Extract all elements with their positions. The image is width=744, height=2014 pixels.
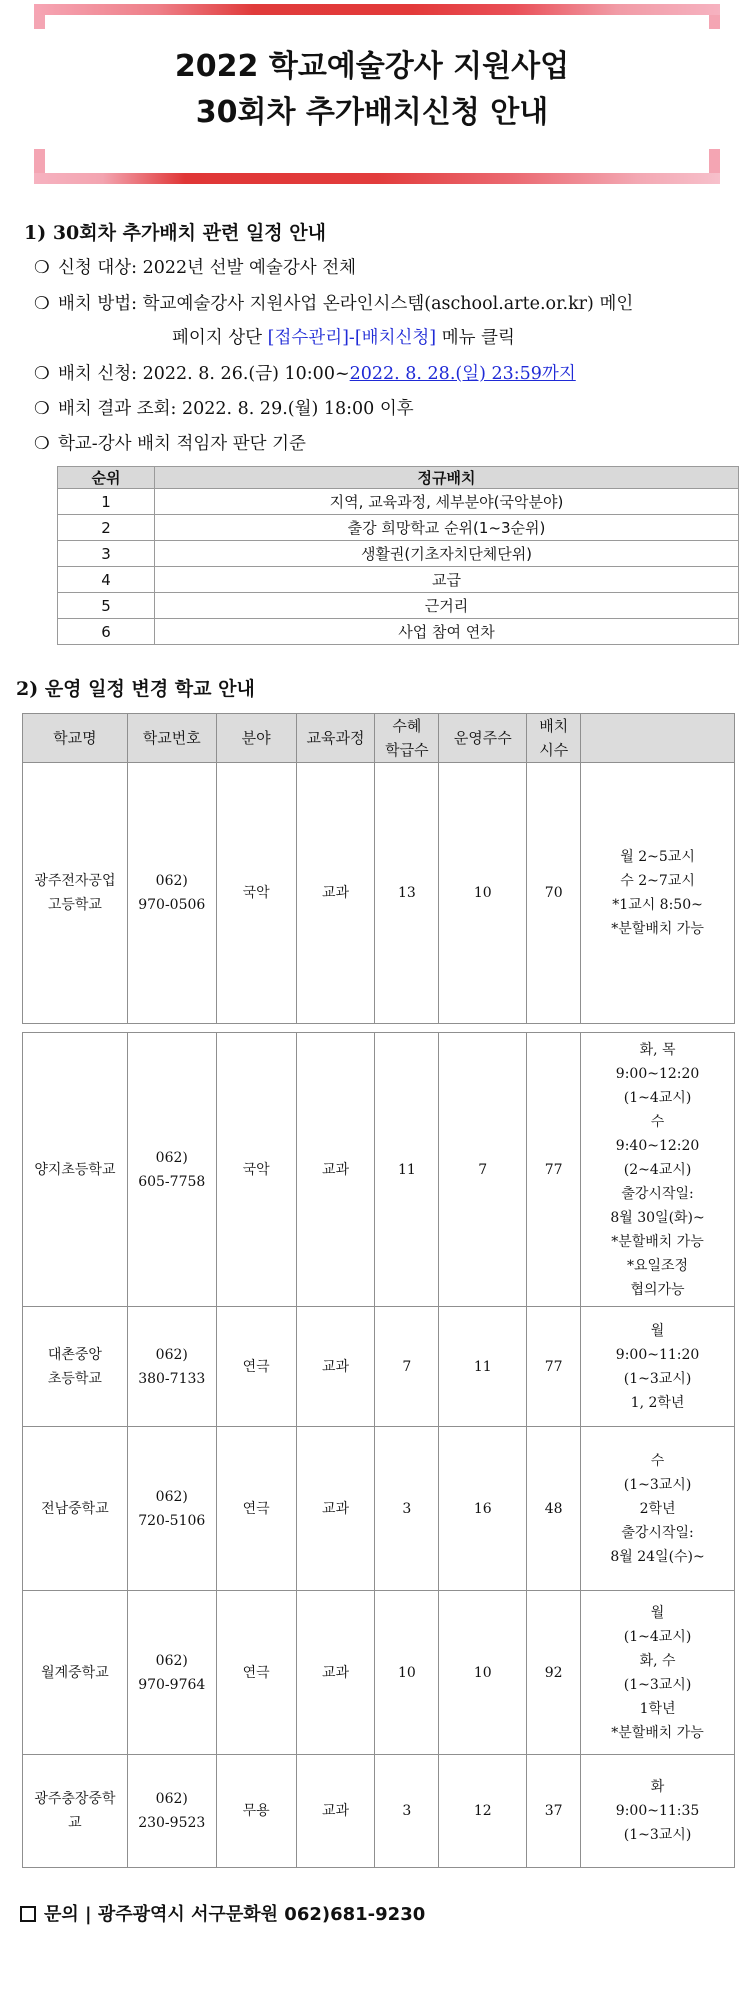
header-cell: 분야	[216, 714, 296, 763]
schedule-table-1	[22, 713, 735, 1024]
header-cell: 교육과정	[296, 714, 375, 763]
section2-heading: 2) 운영 일정 변경 학교 안내	[16, 678, 255, 700]
header-cell: 순위	[58, 467, 155, 489]
table-row: 전남중학교 062) 720-5106 연극 교과 3 16 48 수 (1~3교시) 2학년 출강시작일: 8월 24일(수)~	[23, 1427, 735, 1591]
corner-decor	[34, 15, 45, 29]
checkbox-icon	[20, 1906, 36, 1922]
corner-decor	[709, 149, 720, 173]
schedule-table-2	[22, 1032, 735, 1868]
deadline-link[interactable]: 2022. 8. 28.(일) 23:59까지	[349, 364, 576, 384]
table-row: 3 생활권(기초자치단체단위)	[58, 541, 739, 567]
table-row: 4 교급	[58, 567, 739, 593]
corner-decor	[34, 149, 45, 173]
result-item: ❍ 배치 결과 조회: 2022. 8. 29.(월) 18:00 이후	[34, 399, 414, 419]
title-line-1: 2022 학교예술강사 지원사업	[174, 49, 570, 84]
table-header-row	[58, 467, 739, 489]
top-decor-bar	[34, 4, 720, 15]
bullet-icon: ❍	[34, 434, 50, 454]
table-row: 5 근거리	[58, 593, 739, 619]
bullet-icon: ❍	[34, 294, 50, 314]
header-cell	[581, 714, 735, 763]
header-cell: 수혜 학급수	[375, 714, 439, 763]
table-header-row	[23, 714, 735, 763]
method-item: ❍ 배치 방법: 학교예술강사 지원사업 온라인시스템(aschool.arte.or.kr) 메인	[34, 294, 634, 314]
menu-path: [접수관리]-[배치신청]	[267, 328, 437, 348]
contact-footer	[20, 1900, 425, 1926]
bullet-icon: ❍	[34, 364, 50, 384]
title-line-2: 30회차 추가배치신청 안내	[195, 95, 549, 130]
table-row: 2 출강 희망학교 순위(1~3순위)	[58, 515, 739, 541]
table-row: 대촌중앙 초등학교 062) 380-7133 연극 교과 7 11 77 월 9:00~11:20 (1~3교시) 1, 2학년	[23, 1307, 735, 1427]
target-item: ❍ 신청 대상: 2022년 선발 예술강사 전체	[34, 258, 357, 278]
corner-decor	[709, 15, 720, 29]
method-item-cont: 페이지 상단 [접수관리]-[배치신청] 메뉴 클릭	[172, 328, 515, 348]
table-row: 광주충장중학 교 062) 230-9523 무용 교과 3 12 37 화 9:00~11:35 (1~3교시)	[23, 1755, 735, 1868]
criteria-item: ❍ 학교-강사 배치 적임자 판단 기준	[34, 434, 306, 454]
header-cell: 배치 시수	[527, 714, 581, 763]
bottom-decor-bar	[34, 173, 720, 184]
table-row: 6 사업 참여 연차	[58, 619, 739, 645]
header-cell: 학교번호	[127, 714, 216, 763]
bullet-icon: ❍	[34, 258, 50, 278]
header-cell: 운영주수	[439, 714, 527, 763]
contact-text: 문의 | 광주광역시 서구문화원 062)681-9230	[44, 1904, 426, 1925]
criteria-table	[57, 466, 739, 645]
header-cell: 정규배치	[155, 467, 739, 489]
page-title	[0, 44, 744, 136]
table-row: 월계중학교 062) 970-9764 연극 교과 10 10 92 월 (1~4교시) 화, 수 (1~3교시) 1학년 *분할배치 가능	[23, 1591, 735, 1755]
apply-item: ❍ 배치 신청: 2022. 8. 26.(금) 10:00~2022. 8. 28.(일) 23:59까지	[34, 364, 576, 384]
table-row: 양지초등학교 062) 605-7758 국악 교과 11 7 77 화, 목 9:00~12:20 (1~4교시) 수 9:40~12:20 (2~4교시) 출강시작일: 8월 30일(화)~ *분할배치 가능 *요일조정 협의가능	[23, 1033, 735, 1307]
table-row: 광주전자공업 고등학교 062) 970-0506 국악 교과 13 10 70 월 2~5교시 수 2~7교시 *1교시 8:50~ *분할배치 가능	[23, 763, 735, 1024]
table-row: 1 지역, 교육과정, 세부분야(국악분야)	[58, 489, 739, 515]
bullet-icon: ❍	[34, 399, 50, 419]
section1-heading: 1) 30회차 추가배치 관련 일정 안내	[24, 222, 326, 244]
header-cell: 학교명	[23, 714, 128, 763]
